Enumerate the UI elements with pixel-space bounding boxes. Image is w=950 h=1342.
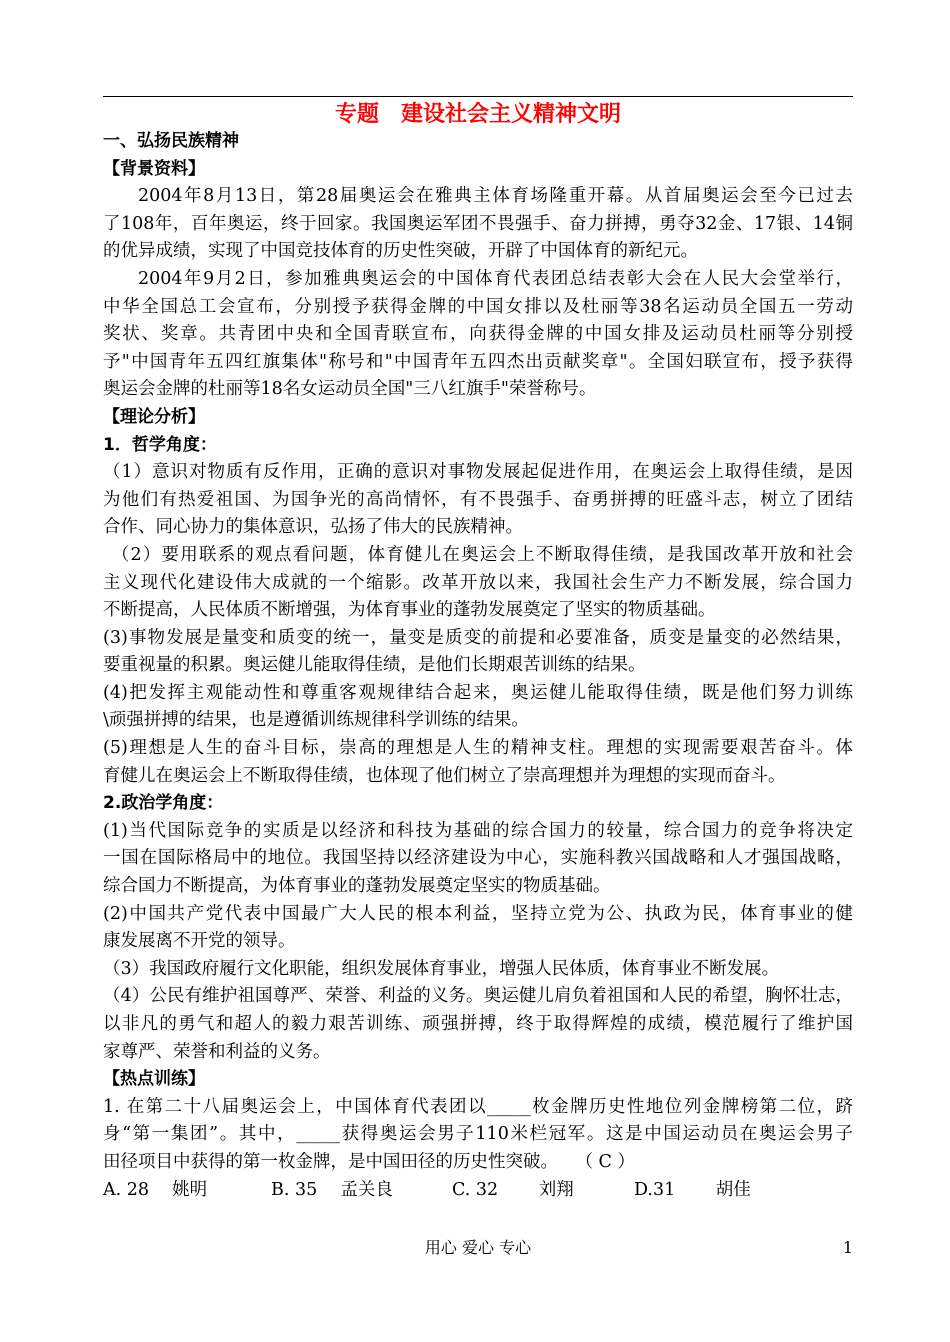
option-d: D.31 胡佳: [634, 1179, 751, 1200]
paragraph-line: 2004年9月2日，参加雅典奥运会的中国体育代表团总结表彰大会在人民大会堂举行，: [138, 268, 853, 289]
paragraph-line: （3）我国政府履行文化职能，组织发展体育事业，增强人民体质，体育事业不断发展。: [103, 958, 780, 979]
page-footer: [103, 1236, 853, 1260]
paragraph-line: 予"中国青年五四红旗集体"称号和"中国青年五四杰出贡献奖章"。全国妇联宣布，授予获得: [103, 351, 853, 372]
section-heading: 一、弘扬民族精神: [103, 131, 239, 151]
paragraph-line: 了108年，百年奥运，终于回家。我国奥运军团不畏强手、奋力拼搏，勇夺32金、17银、14铜: [103, 213, 853, 234]
option-b: B. 35 孟关良: [271, 1179, 393, 1200]
paragraph-line: 综合国力不断提高，为体育事业的蓬勃发展奠定坚实的物质基础。: [103, 876, 611, 897]
paragraph-line: （2）要用联系的观点看问题，体育健儿在奥运会上不断取得佳绩，是我国改革开放和社会: [111, 544, 853, 565]
paragraph-line: 合作、同心协力的集体意识，弘扬了伟大的民族精神。: [103, 517, 523, 538]
paragraph-line: 奥运会金牌的杜丽等18名女运动员全国"三八红旗手"荣誉称号。: [103, 379, 597, 400]
paragraph-line: 要重视量的积累。奥运健儿能取得佳绩，是他们长期艰苦训练的结果。: [103, 655, 646, 676]
paragraph-line: （4）公民有维护祖国尊严、荣誉、利益的义务。奥运健儿肩负着祖国和人民的希望，胸怀壮志，: [103, 986, 853, 1007]
paragraph-line: 中华全国总工会宣布，分别授予获得金牌的中国女排以及杜丽等38名运动员全国五一劳动: [103, 296, 853, 317]
paragraph-line: 家尊严、荣誉和利益的义务。: [103, 1041, 331, 1062]
philosophy-heading: 1．哲学角度：: [103, 434, 217, 455]
paragraph-line: （1）意识对物质有反作用，正确的意识对事物发展起促进作用，在奥运会上取得佳绩，是因: [103, 462, 853, 483]
paragraph-line: 康发展离不开党的领导。: [103, 931, 296, 952]
paragraph-line: 育健儿在奥运会上不断取得佳绩，也体现了他们树立了崇高理想并为理想的实现而奋斗。: [103, 765, 786, 786]
paragraph-line: (4)把发挥主观能动性和尊重客观规律结合起来，奥运健儿能取得佳绩，既是他们努力训练: [103, 682, 853, 703]
paragraph-line: 不断提高，人民体质不断增强，为体育事业的蓬勃发展奠定了坚实的物质基础。: [103, 600, 716, 621]
question-line: 1. 在第二十八届奥运会上，中国体育代表团以_____枚金牌历史性地位列金牌榜第二位，跻: [103, 1096, 853, 1117]
paragraph-line: \顽强拼搏的结果，也是遵循训练规律科学训练的结果。: [103, 710, 529, 731]
header-rule: [103, 96, 853, 97]
page-number: 1: [842, 1238, 853, 1257]
paragraph-line: 奖状、奖章。共青团中央和全国青联宣布，向获得金牌的中国女排及运动员杜丽等分别授: [103, 324, 853, 345]
paragraph-line: 为他们有热爱祖国、为国争光的高尚情怀，有不畏强手、奋勇拼搏的旺盛斗志，树立了团结: [103, 489, 853, 510]
politics-heading: 2.政治学角度：: [103, 793, 224, 814]
paragraph-line: (2)中国共产党代表中国最广大人民的根本利益，坚持立党为公、执政为民，体育事业的健: [103, 903, 853, 924]
paragraph-line: 以非凡的勇气和超人的毅力艰苦训练、顽强拼搏，终于取得辉煌的成绩，模范履行了维护国: [103, 1014, 853, 1034]
question-line: 身“第一集团”。其中，_____获得奥运会男子110米栏冠军。这是中国运动员在奥运会男子: [103, 1124, 853, 1145]
page-title: 专题 建设社会主义精神文明: [334, 102, 621, 127]
option-a: A. 28 姚明: [103, 1179, 208, 1200]
paragraph-line: (1)当代国际竞争的实质是以经济和科技为基础的综合国力的较量，综合国力的竞争将决定: [103, 820, 853, 841]
paragraph-line: 主义现代化建设伟大成就的一个缩影。改革开放以来，我国社会生产力不断发展，综合国力: [103, 572, 853, 593]
answer-options: [103, 1177, 853, 1205]
exercise-heading: 【热点训练】: [103, 1069, 205, 1090]
paragraph-line: 一国在国际格局中的地位。我国坚持以经济建设为中心，实施科教兴国战略和人才强国战略，: [103, 848, 853, 869]
paragraph-line: (3)事物发展是量变和质变的统一，量变是质变的前提和必要准备，质变是量变的必然结果，: [103, 627, 853, 648]
paragraph-line: (5)理想是人生的奋斗目标，崇高的理想是人生的精神支柱。理想的实现需要艰苦奋斗。体: [103, 738, 853, 759]
document-body: [103, 128, 853, 1204]
option-c: C. 32 刘翔: [452, 1179, 574, 1200]
paragraph-line: 2004年8月13日，第28届奥运会在雅典主体育场隆重开幕。从首届奥运会至今已过去: [138, 186, 853, 207]
background-heading: 【背景资料】: [103, 158, 205, 179]
paragraph-line: 的优异成绩，实现了中国竞技体育的历史性突破，开辟了中国体育的新纪元。: [103, 241, 698, 262]
question-line: 田径项目中获得的第一枚金牌，是中国田径的历史性突破。 （ C ）: [103, 1151, 636, 1172]
footer-text: 用心 爱心 专心: [424, 1238, 532, 1257]
theory-heading: 【理论分析】: [103, 406, 205, 427]
